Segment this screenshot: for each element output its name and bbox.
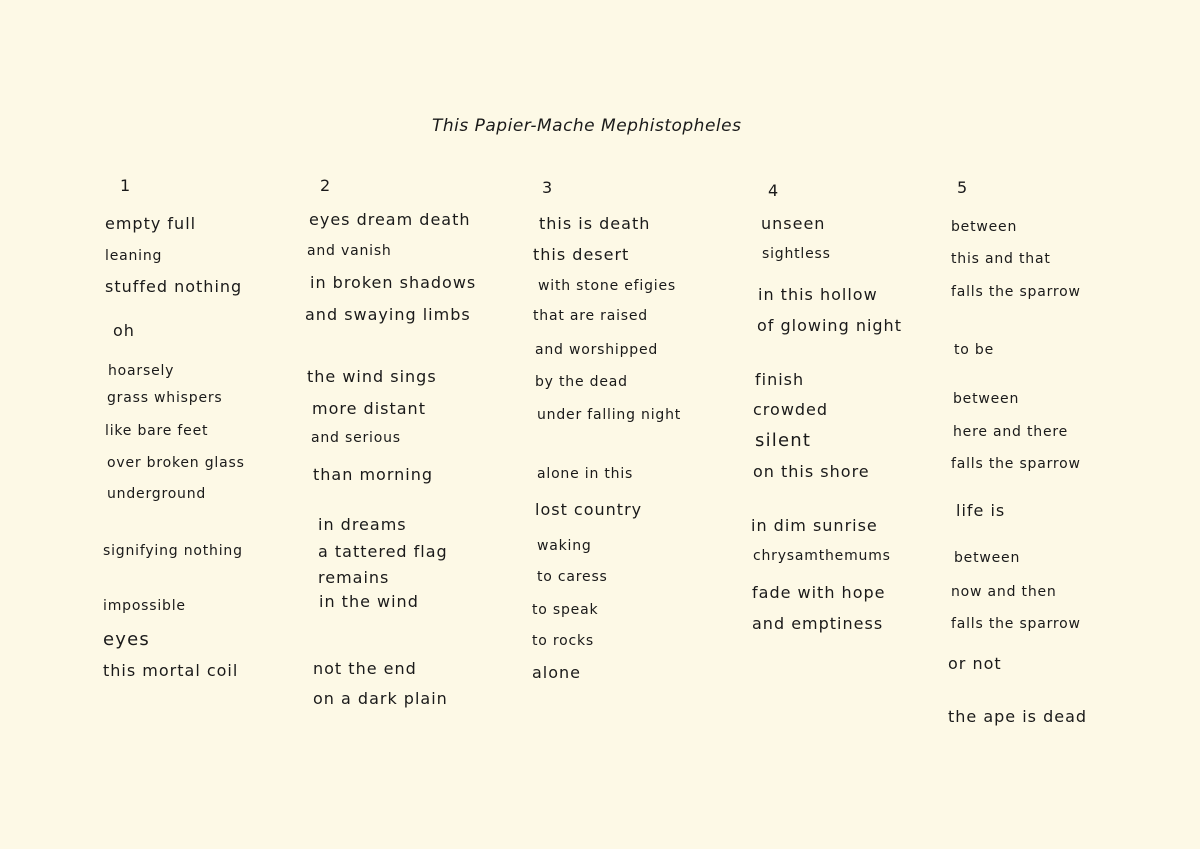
poem-line: now and then [951,584,1057,600]
poem-line: this and that [951,251,1051,267]
poem-line: to rocks [532,633,595,649]
poem-line: or not [948,654,1002,673]
poem-line: waking [537,538,592,554]
column-number: 5 [957,178,968,197]
poem-line: leaning [105,248,163,264]
poem-line: alone in this [537,466,634,482]
poem-line: to be [954,342,995,358]
poem-line: impossible [103,598,186,614]
poem-line: between [953,391,1020,407]
poem-line: the wind sings [307,367,437,386]
poem-line: in the wind [319,592,419,611]
poem-line: grass whispers [107,390,223,406]
poem-line: oh [113,321,135,340]
poem-line: in dim sunrise [751,516,878,535]
poem-line: more distant [312,399,426,418]
poem-line: in dreams [318,515,407,534]
column-number: 4 [768,181,779,200]
poem-line: the ape is dead [948,707,1088,726]
poem-line: alone [532,663,582,682]
poem-line: between [951,219,1018,235]
column-number: 2 [320,176,331,195]
poem-line: unseen [761,214,826,233]
poem-line: of glowing night [757,316,902,335]
poem-line: eyes dream death [309,210,471,229]
poem-line: falls the sparrow [951,616,1081,632]
poem-line: silent [755,430,812,451]
poem-line: falls the sparrow [951,456,1081,472]
poem-line: this mortal coil [103,661,239,680]
poem-line: over broken glass [107,455,245,471]
poem-line: stuffed nothing [105,277,243,296]
poem-line: fade with hope [752,583,886,602]
poem-line: under falling night [537,407,682,423]
poem-line: empty full [105,214,197,233]
poem-line: and serious [311,430,401,446]
poem-line: than morning [313,465,433,484]
poem-line: underground [107,486,207,502]
column-number: 3 [542,178,553,197]
poem-line: life is [956,501,1006,520]
poem-line: on this shore [753,462,870,481]
poem-line: that are raised [533,308,648,324]
poem-line: signifying nothing [103,543,243,559]
poem-line: in broken shadows [310,273,477,292]
poem-line: hoarsely [108,363,175,379]
poem-line: chrysamthemums [753,548,891,564]
poem-line: and emptiness [752,614,884,633]
poem-line: and vanish [307,243,392,259]
poem-title: This Papier-Mache Mephistopheles [432,116,742,136]
poem-line: to speak [532,602,599,618]
poem-line: this is death [539,214,651,233]
poem-line: on a dark plain [313,689,448,708]
poem-line: and worshipped [535,342,659,358]
poem-line: sightless [762,246,831,262]
poem-line: crowded [753,400,829,419]
poem-line: a tattered flag [318,542,448,561]
poem-line: in this hollow [758,285,878,304]
poem-line: falls the sparrow [951,284,1081,300]
poem-line: to caress [537,569,608,585]
poem-line: remains [318,568,390,587]
poem-line: and swaying limbs [305,305,471,324]
poem-line: this desert [533,245,630,264]
poem-line: like bare feet [105,423,209,439]
poem-line: eyes [103,629,150,650]
column-number: 1 [120,176,131,195]
poem-line: with stone efigies [538,278,676,294]
poem-line: between [954,550,1021,566]
poem-line: not the end [313,659,417,678]
poem-line: finish [755,370,805,389]
poem-line: by the dead [535,374,628,390]
poem-line: here and there [953,424,1069,440]
poem-line: lost country [535,500,643,519]
